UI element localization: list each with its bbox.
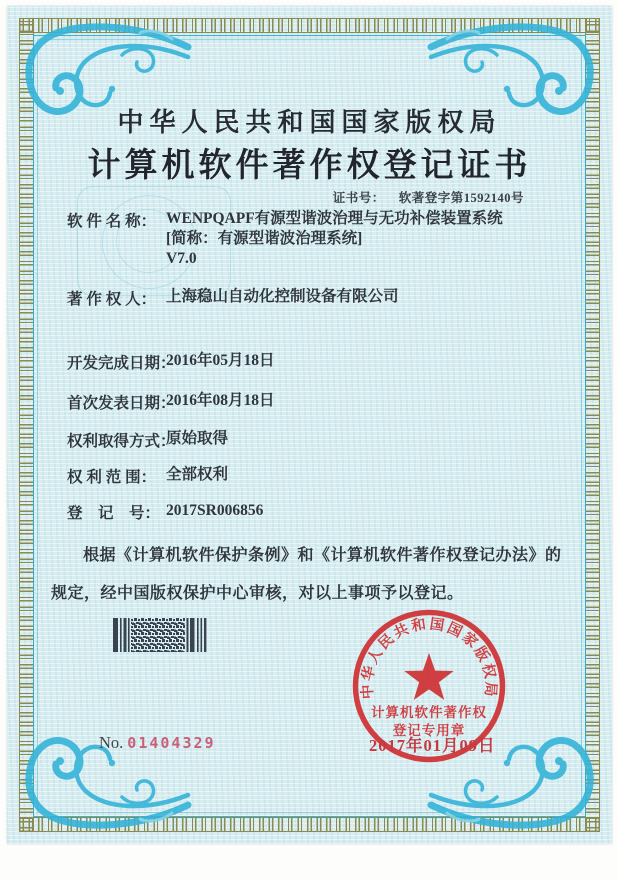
software-name-line2: [简称：有源型谐波治理系统] — [166, 230, 363, 247]
seal-inner-line1: 计算机软件著作权 — [371, 705, 487, 720]
certificate-number-label: 证书号： — [332, 191, 385, 205]
field-value: 2017SR006856 — [166, 502, 264, 519]
software-name-line1: WENPQAPF有源型谐波治理与无功补偿装置系统 — [166, 210, 503, 227]
certificate-title: 计算机软件著作权登记证书 — [87, 148, 532, 184]
seal-star-icon — [404, 653, 453, 700]
barcode — [113, 618, 207, 652]
field-label: 登 记 号： — [67, 505, 161, 522]
field-value — [166, 209, 503, 269]
authority-title: 中华人民共和国国家版权局 — [117, 108, 502, 137]
field-label: 开发完成日期： — [67, 355, 176, 372]
field-label: 软 件 名 称： — [67, 213, 157, 230]
field-label: 著 作 权 人： — [67, 291, 157, 308]
field-registration-number — [67, 501, 263, 523]
field-value: 2016年08月18日 — [166, 392, 275, 409]
field-right-scope — [67, 465, 228, 487]
field-right-acquisition — [67, 429, 228, 451]
software-name-line3: V7.0 — [166, 250, 197, 267]
field-value: 上海稳山自动化控制设备有限公司 — [166, 288, 399, 305]
field-first-publish-date — [67, 391, 275, 413]
scroll-ornament-bottom-left-icon — [22, 713, 192, 831]
serial-number-line — [99, 733, 216, 753]
field-label: 权利取得方式： — [67, 433, 176, 450]
seal-inner-line2: 登记专用章 — [392, 723, 466, 738]
serial-prefix: No. — [99, 733, 124, 752]
field-dev-complete-date — [67, 351, 275, 373]
field-value: 原始取得 — [166, 430, 229, 447]
certificate-number-value: 软著登字第1592140号 — [398, 191, 524, 205]
certificate-number-line — [333, 188, 524, 206]
seal-date: 2017年01月09日 — [369, 736, 496, 755]
field-label: 首次发表日期： — [67, 395, 176, 412]
field-copyright-owner — [67, 287, 399, 309]
serial-number: 01404329 — [127, 734, 216, 752]
seal-ring-text: 中华人民共和国国家版权局 — [359, 616, 499, 700]
field-label: 权 利 范 围： — [67, 469, 157, 486]
field-value: 全部权利 — [166, 466, 229, 483]
field-software-name — [67, 209, 503, 269]
field-value: 2016年05月18日 — [166, 352, 275, 369]
registration-statement: 根据《计算机软件保护条例》和《计算机软件著作权登记办法》的规定，经中国版权保护中心审核，对以上事项予以登记。 — [51, 547, 562, 602]
certificate-sheet — [7, 6, 612, 844]
